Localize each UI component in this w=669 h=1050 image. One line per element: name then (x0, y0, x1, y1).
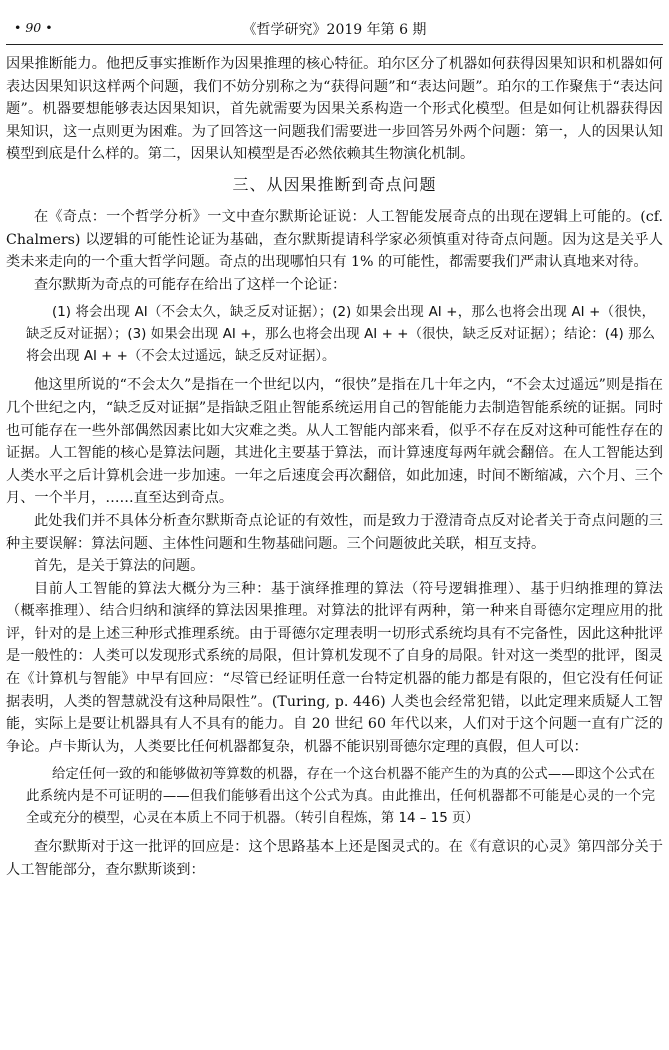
paragraph-argument-intro: 查尔默斯为奇点的可能存在给出了这样一个论证： (34, 276, 347, 293)
paragraph-algorithm-first: 首先，是关于算法的问题。 (34, 558, 205, 575)
article-body (6, 53, 663, 882)
running-header (6, 0, 663, 45)
paragraph-chalmers-singularity: 在《奇点：一个哲学分析》一文中查尔默斯论证说：人工智能发展奇点的出现在逻辑上可能的。(cf. Chalmers) 以逻辑的可能性论证为基础，查尔默斯提请科学家必须慎重对待奇点问题。因为这是关乎人类未来走向的一个重大哲学问题。奇点的出现哪怕只有 1% 的可能性，都需要我们严肃认真地来对待。 (6, 208, 663, 271)
paragraph-misunderstandings: 此处我们并不具体分析查尔默斯奇点论证的有效性，而是致力于澄清奇点反对论者关于奇点问题的三种主要误解：算法问题、主体性问题和生物基础问题。三个问题彼此关联，相互支持。 (6, 512, 663, 552)
paragraph-algorithm-types: 目前人工智能的算法大概分为三种：基于演绎推理的算法（符号逻辑推理）、基于归纳推理的算法（概率推理）、结合归纳和演绎的算法因果推理。对算法的批评有两种，第一种来自哥德尔定理应用的批评，针对的是上述三种形式推理系统。由于哥德尔定理表明一切形式系统均具有不完备性，因此这种批评是一般性的：人类可以发现形式系统的局限，但计算机发现不了自身的局限。针对这一类型的批评，图灵在《计算机与智能》中早有回应：“尽管已经证明任意一台特定机器的能力都是有限的，但它没有任何证据表明，人类的智慧就没有这种局限性”。(Turing, p. 446) 人类也会经常犯错，以此定理来质疑人工智能，实际上是要让机器具有人不具有的能力。自 20 世纪 60 年代以来，人们对于这个问题一直有广泛的争论。卢卡斯认为，人类要比任何机器都复杂，机器不能识别哥德尔定理的真假，但人可以： (6, 580, 663, 755)
block-quote-lucas: 给定任何一致的和能够做初等算数的机器，存在一个这台机器不能产生的为真的公式——即这个公式在此系统内是不可证明的——但我们能够看出这个公式为真。由此推出，任何机器都不可能是心灵的一个完全或充分的模型，心灵在本质上不同于机器。（转引自程炼，第 14 – 15 页） (26, 767, 655, 827)
paragraph-continuation: 因果推断能力。他把反事实推断作为因果推理的核心特征。珀尔区分了机器如何获得因果知识和机器如何表达因果知识这样两个问题，我们不妨分别称之为“获得问题”和“表达问题”。珀尔的工作聚焦于“表达问题”。机器要想能够表达因果知识，首先就需要为因果关系构造一个形式化模型。但是如何让机器获得因果知识，这一点则更为困难。为了回答这一问题我们需要进一步回答另外两个问题：第一，人的因果认知模型到底是什么样的。第二，因果认知模型是否必然依赖其生物演化机制。 (6, 56, 663, 163)
section-heading: 三、从因果推断到奇点问题 (232, 174, 437, 194)
block-quote-argument: (1) 将会出现 AI（不会太久，缺乏反对证据）；(2) 如果会出现 AI +，那么也将会出现 AI +（很快，缺乏反对证据）；(3) 如果会出现 AI +，那么也将会出现 AI + +（很快，缺乏反对证据）；结论：(4) 那么将会出现 AI + +（不会太过遥远，缺乏反对证据）。 (26, 305, 655, 365)
page-number: • 90 • (14, 20, 53, 35)
journal-title: 《哲学研究》2019 年第 6 期 (242, 22, 427, 38)
paragraph-chalmers-response: 查尔默斯对于这一批评的回应是：这个思路基本上还是图灵式的。在《有意识的心灵》第四部分关于人工智能部分，查尔默斯谈到： (6, 839, 663, 879)
paragraph-argument-explanation: 他这里所说的“不会太久”是指在一个世纪以内，“很快”是指在几十年之内，“不会太过遥远”则是指在几个世纪之内，“缺乏反对证据”是指缺乏阻止智能系统运用自己的智能能力去制造智能系统的证据。同时也可能存在一些外部偶然因素比如大灾难之类。从人工智能内部来看，似乎不存在反对这种可能性存在的证据。人工智能的核心是算法问题，其进化主要基于算法，而计算速度每两年就会翻倍。在人工智能达到人类水平之后计算机会进一步加速。一年之后速度会再次翻倍，如此加速，时间不断缩减，六个月、三个月、一个半月，……直至达到奇点。 (6, 377, 663, 507)
